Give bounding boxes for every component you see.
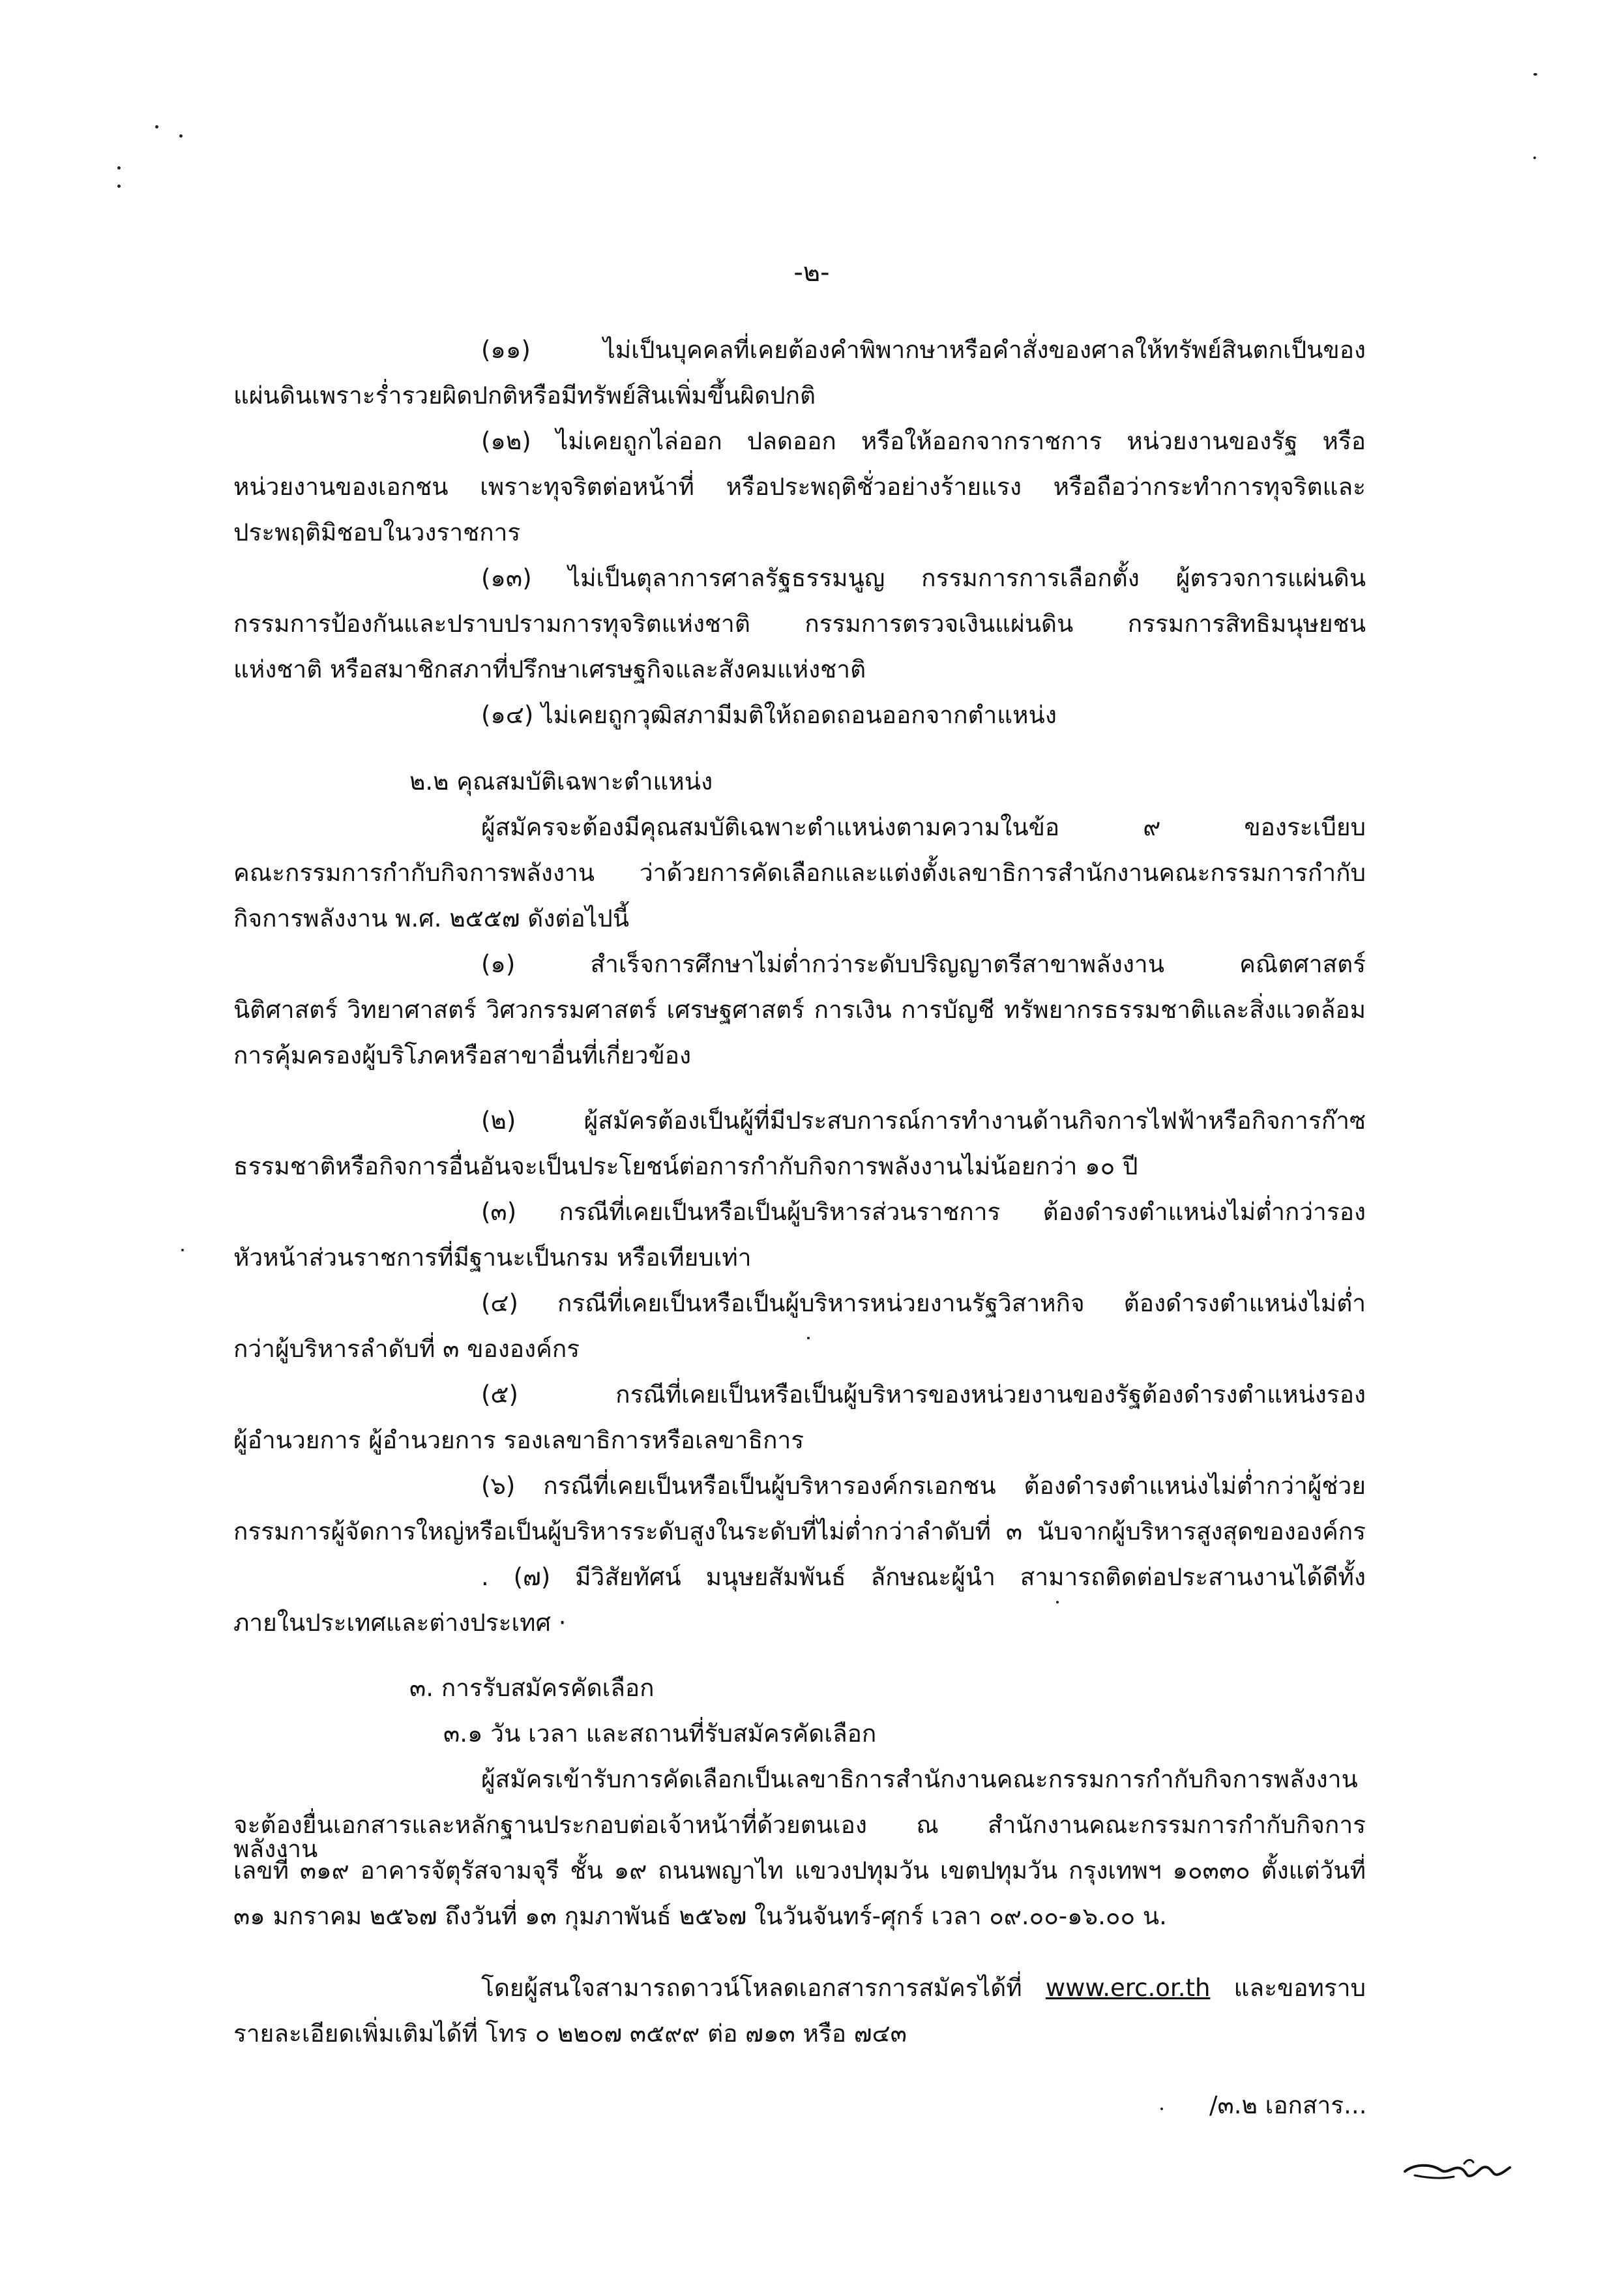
item-12-line-2: หน่วยงานของเอกชน เพราะทุจริตต่อหน้าที่ หรือประพฤติชั่วอย่างร้ายแรง หรือถือว่ากระทำการทุจริตและ xyxy=(233,473,1366,501)
para-3-1-line-1: ผู้สมัครเข้ารับการคัดเลือกเป็นเลขาธิการสำนักงานคณะกรรมการกำกับกิจการพลังงาน xyxy=(481,1765,1358,1793)
scan-speck xyxy=(1533,157,1536,159)
item-13-line-3: แห่งชาติ หรือสมาชิกสภาที่ปรึกษาเศรษฐกิจและสังคมแห่งชาติ xyxy=(233,655,866,683)
erc-website-link[interactable]: www.erc.or.th xyxy=(1045,1974,1211,2002)
para-download-line-2: รายละเอียดเพิ่มเติมได้ที่ โทร ๐ ๒๒๐๗ ๓๕๙๙ ต่อ ๗๑๓ หรือ ๗๔๓ xyxy=(233,2020,907,2048)
para-2-2-line-3: กิจการพลังงาน พ.ศ. ๒๕๕๗ ดังต่อไปนี้ xyxy=(233,904,630,932)
item-12-line-1: (๑๒) ไม่เคยถูกไล่ออก ปลดออก หรือให้ออกจากราชการ หน่วยงานของรัฐ หรือ xyxy=(481,427,1366,455)
item-14: (๑๔) ไม่เคยถูกวุฒิสภามีมติให้ถอดถอนออกจากตำแหน่ง xyxy=(481,701,1057,729)
qual-1-line-3: การคุ้มครองผู้บริโภคหรือสาขาอื่นที่เกี่ยวข้อง xyxy=(233,1041,692,1069)
scan-speck xyxy=(181,1249,184,1251)
para-2-2-line-1: ผู้สมัครจะต้องมีคุณสมบัติเฉพาะตำแหน่งตามความในข้อ ๙ ของระเบียบ xyxy=(481,813,1366,841)
heading-3: ๓. การรับสมัครคัดเลือก xyxy=(409,1674,655,1702)
scan-speck xyxy=(117,166,121,170)
qual-2-line-2: ธรรมชาติหรือกิจการอื่นอันจะเป็นประโยชน์ต่อการกำกับกิจการพลังงานไม่น้อยกว่า ๑๐ ปี xyxy=(233,1152,1138,1180)
qual-3-line-2: หัวหน้าส่วนราชการที่มีฐานะเป็นกรม หรือเทียบเท่า xyxy=(233,1244,752,1272)
item-12-line-3: ประพฤติมิชอบในวงราชการ xyxy=(233,518,521,546)
download-text-end: และขอทราบ xyxy=(1233,1974,1366,2002)
qual-4-line-2: กว่าผู้บริหารลำดับที่ ๓ ขององค์กร xyxy=(233,1335,580,1363)
qual-7-line-2: ภายในประเทศและต่างประเทศ · xyxy=(233,1609,567,1637)
download-text: โดยผู้สนใจสามารถดาวน์โหลดเอกสารการสมัครได้ที่ xyxy=(481,1974,1022,2002)
scan-speck xyxy=(1056,1601,1059,1603)
qual-7-line-1: . (๗) มีวิสัยทัศน์ มนุษยสัมพันธ์ ลักษณะผู้นำ สามารถติดต่อประสานงานได้ดีทั้ง xyxy=(481,1563,1366,1591)
qual-3-line-1: (๓) กรณีที่เคยเป็นหรือเป็นผู้บริหารส่วนราชการ ต้องดำรงตำแหน่งไม่ต่ำกว่ารอง xyxy=(481,1198,1366,1226)
page-number: -๒- xyxy=(793,258,830,288)
scan-speck xyxy=(1533,73,1537,76)
scan-speck xyxy=(807,1337,810,1339)
item-11-line-2: แผ่นดินเพราะร่ำรวยผิดปกติหรือมีทรัพย์สินเพิ่มขึ้นผิดปกติ xyxy=(233,381,816,410)
para-download-line-1 xyxy=(481,1976,1366,2000)
scan-speck xyxy=(179,134,183,138)
handwritten-initials xyxy=(1402,2145,1512,2191)
qual-1-line-1: (๑) สำเร็จการศึกษาไม่ต่ำกว่าระดับปริญญาตรีสาขาพลังงาน คณิตศาสตร์ xyxy=(481,950,1366,978)
para-2-2-line-2: คณะกรรมการกำกับกิจการพลังงาน ว่าด้วยการคัดเลือกและแต่งตั้งเลขาธิการสำนักงานคณะกรรมการกำกับ xyxy=(233,859,1366,887)
item-13-line-1: (๑๓) ไม่เป็นตุลาการศาลรัฐธรรมนูญ กรรมการการเลือกตั้ง ผู้ตรวจการแผ่นดิน xyxy=(481,564,1366,592)
heading-3-1: ๓.๑ วัน เวลา และสถานที่รับสมัครคัดเลือก xyxy=(443,1720,877,1748)
qual-6-line-2: กรรมการผู้จัดการใหญ่หรือเป็นผู้บริหารระดับสูงในระดับที่ไม่ต่ำกว่าลำดับที่ ๓ นับจากผู้บริหารสูงสุดขององค์กร xyxy=(233,1517,1366,1545)
qual-5-line-2: ผู้อำนวยการ ผู้อำนวยการ รองเลขาธิการหรือเลขาธิการ xyxy=(233,1426,804,1454)
scan-speck xyxy=(155,125,158,128)
scan-speck xyxy=(117,185,121,188)
para-3-1-line-4: ๓๑ มกราคม ๒๕๖๗ ถึงวันที่ ๑๓ กุมภาพันธ์ ๒๕๖๗ ในวันจันทร์-ศุกร์ เวลา ๐๙.๐๐-๑๖.๐๐ น. xyxy=(233,1902,1167,1930)
qual-6-line-1: (๖) กรณีที่เคยเป็นหรือเป็นผู้บริหารองค์กรเอกชน ต้องดำรงตำแหน่งไม่ต่ำกว่าผู้ช่วย xyxy=(481,1472,1366,1500)
item-11-line-1: (๑๑) ไม่เป็นบุคคลที่เคยต้องคำพิพากษาหรือคำสั่งของศาลให้ทรัพย์สินตกเป็นของ xyxy=(481,336,1366,364)
heading-2-2: ๒.๒ คุณสมบัติเฉพาะตำแหน่ง xyxy=(409,768,713,796)
para-3-1-line-2: จะต้องยื่นเอกสารและหลักฐานประกอบต่อเจ้าหน้าที่ด้วยตนเอง ณ สำนักงานคณะกรรมการกำกับกิจการพลังงาน xyxy=(233,1811,1366,1863)
continuation-marker: /๓.๒ เอกสาร... xyxy=(1209,2091,1367,2119)
qual-1-line-2: นิติศาสตร์ วิทยาศาสตร์ วิศวกรรมศาสตร์ เศรษฐศาสตร์ การเงิน การบัญชี ทรัพยากรธรรมชาติและสิ่งแวดล้อม xyxy=(233,996,1366,1024)
qual-4-line-1: (๔) กรณีที่เคยเป็นหรือเป็นผู้บริหารหน่วยงานรัฐวิสาหกิจ ต้องดำรงตำแหน่งไม่ต่ำ xyxy=(481,1289,1366,1317)
scan-speck xyxy=(1160,2108,1163,2110)
qual-2-line-1: (๒) ผู้สมัครต้องเป็นผู้ที่มีประสบการณ์การทำงานด้านกิจการไฟฟ้าหรือกิจการก๊าซ xyxy=(481,1107,1366,1135)
item-13-line-2: กรรมการป้องกันและปราบปรามการทุจริตแห่งชาติ กรรมการตรวจเงินแผ่นดิน กรรมการสิทธิมนุษยชน xyxy=(233,610,1366,638)
para-3-1-line-3: เลขที่ ๓๑๙ อาคารจัตุรัสจามจุรี ชั้น ๑๙ ถนนพญาไท แขวงปทุมวัน เขตปทุมวัน กรุงเทพฯ ๑๐๓๓๐ ตั้งแต่วันที่ xyxy=(233,1856,1366,1885)
qual-5-line-1: (๕) กรณีที่เคยเป็นหรือเป็นผู้บริหารของหน่วยงานของรัฐต้องดำรงตำแหน่งรอง xyxy=(481,1380,1366,1409)
